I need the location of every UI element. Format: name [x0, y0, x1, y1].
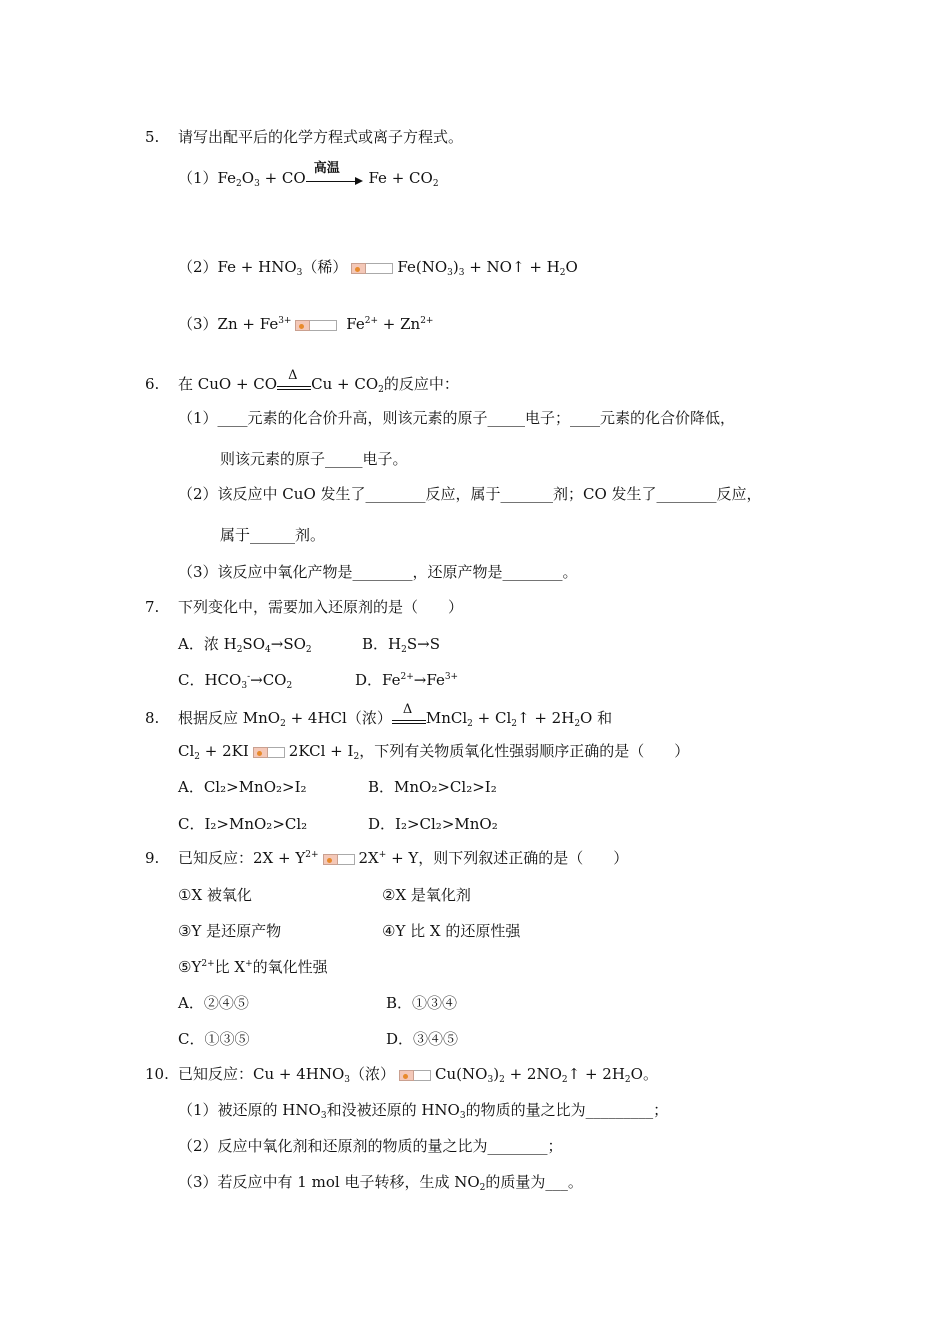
q10-line2: （2）反应中氧化剂和还原剂的物质的量之比为________； [178, 1137, 563, 1155]
q9-option-c: C．①③⑤ [178, 1030, 250, 1048]
q8-option-b: B．MnO₂>Cl₂>I₂ [368, 778, 497, 796]
q6-line5: （3）该反应中氧化产物是________，还原产物是________。 [178, 563, 578, 581]
q8-stem-line1: 根据反应 MnO$_2$ + 4HCl（浓） Δ MnCl$_2$ + $Cl_2↑ + 2H_2O$ 和 [178, 702, 613, 729]
q6-number: 6. [145, 375, 160, 393]
q10-line1: （1）被还原的 $HNO_3$和没被还原的 $HNO_3$的物质的量之比为_________； [178, 1101, 669, 1121]
q7-stem: 下列变化中，需要加入还原剂的是（ ） [178, 598, 464, 616]
q7-option-d: D．$Fe^{2+}\to Fe^{3+}$ [355, 671, 459, 689]
equation-placeholder-icon [323, 854, 355, 865]
q8-stem-line2: $Cl_2 + 2KI$ $2KCl + I_2$，下列有关物质氧化性强弱顺序正确的是（ ） [178, 742, 690, 762]
q7-option-b: B．$H_2S\to S$ [362, 635, 440, 655]
equation-placeholder-icon [253, 747, 285, 758]
q7-number: 7. [145, 598, 160, 616]
q5-sub1: $(1)Fe_2O_3$ + CO 高温 $Fe + CO_2$ [178, 161, 439, 189]
q9-statement-4: ④Y 比 X 的还原性强 [382, 922, 521, 940]
q8-number: 8. [145, 709, 160, 727]
equation-placeholder-icon [351, 263, 393, 274]
q9-option-d: D．③④⑤ [386, 1030, 459, 1048]
q9-option-a: A．②④⑤ [178, 994, 249, 1012]
q5-stem: 请写出配平后的化学方程式或离子方程式。 [178, 128, 464, 146]
equation-placeholder-icon [295, 320, 337, 331]
q7-option-c: C．$HCO_3^-\to CO_2$ [178, 671, 293, 691]
q6-line1: （1）____元素的化合价升高，则该元素的原子_____电子；____元素的化合价降低， [178, 409, 736, 427]
q9-statement-3: ③Y 是还原产物 [178, 922, 282, 940]
q6-line4: 属于______剂。 [220, 526, 326, 544]
q6-stem: 在 CuO + CO Δ $Cu + CO_2$的反应中： [178, 368, 459, 395]
q6-line2: 则该元素的原子_____电子。 [220, 450, 408, 468]
q8-option-a: A．Cl₂>MnO₂>I₂ [178, 778, 307, 796]
heat-equals-sign: Δ [277, 375, 311, 395]
equation-placeholder-icon [399, 1070, 431, 1081]
q10-line3: （3）若反应中有 1 mol 电子转移，生成 $NO_2$的质量为___。 [178, 1173, 583, 1193]
q8-option-c: C．I₂>MnO₂>Cl₂ [178, 815, 308, 833]
q7-option-a: A．浓 $H_2SO_4\to SO_2$ [178, 635, 312, 655]
q8-option-d: D．I₂>Cl₂>MnO₂ [368, 815, 498, 833]
q6-line3: （2）该反应中 CuO 发生了________反应，属于_______剂；CO 发生了________反应， [178, 485, 762, 503]
q5-number: 5. [145, 128, 160, 146]
high-temp-arrow: 高温 [306, 169, 364, 189]
q9-stem: 已知反应：$2X + Y^{2+}$ 2X+ + Y，则下列叙述正确的是（ ） [178, 849, 629, 867]
q9-statement-2: ②X 是氧化剂 [382, 886, 471, 904]
q9-statement-5: $⑤Y^{2+}$比 X+的氧化性强 [178, 958, 328, 976]
q5-sub2: $(2)Fe + HNO_3$（稀） $Fe(NO_3)_3$ + NO↑ + $H_2O$ [178, 258, 578, 278]
q5-sub3: $(3)Zn + Fe^{3+}$ $Fe^{2+} + Zn^{2+}$ [178, 315, 434, 333]
q9-number: 9. [145, 849, 160, 867]
heat-equals-sign: Δ [392, 709, 426, 729]
q9-option-b: B．①③④ [386, 994, 458, 1012]
q9-statement-1: ①X 被氧化 [178, 886, 252, 904]
q10-stem: 已知反应：$Cu + 4HNO_3$（浓） $Cu(NO_3)_2$ + $2NO_2↑ + 2H_2O$。 [178, 1065, 658, 1085]
q10-number: 10. [145, 1065, 169, 1083]
